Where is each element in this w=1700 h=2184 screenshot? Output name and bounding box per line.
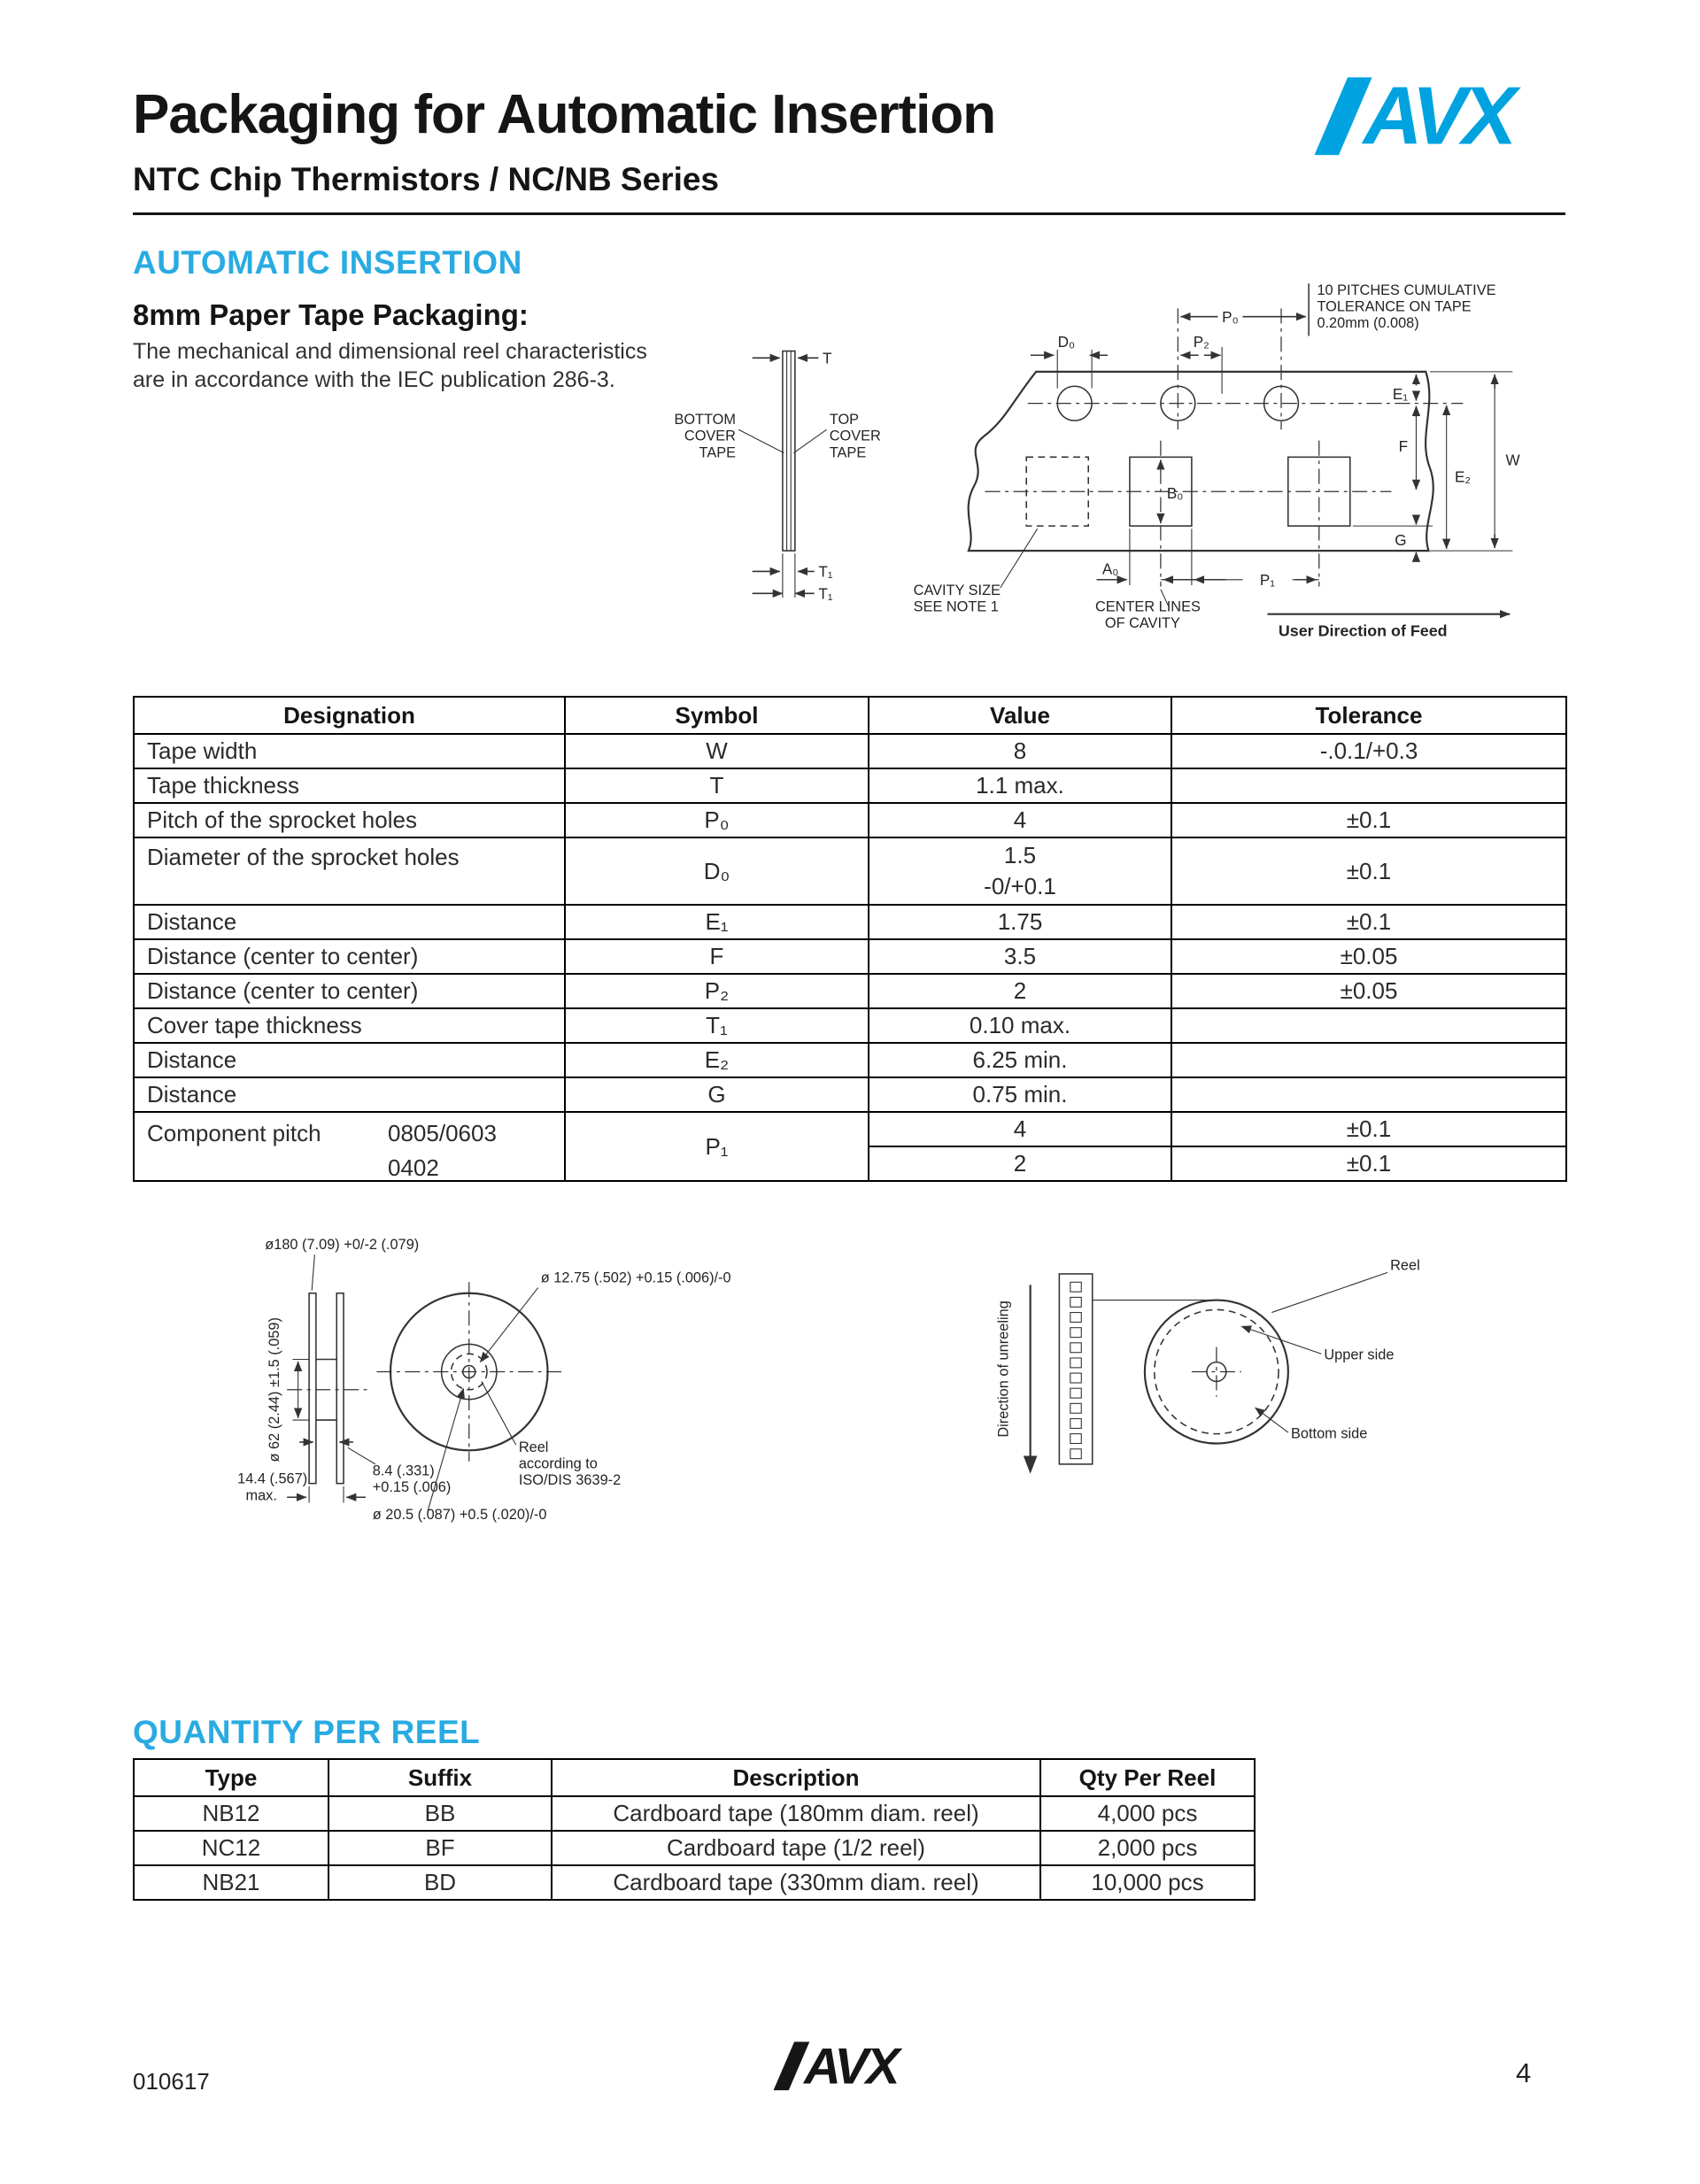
tolerance-cell: -.0.1/+0.3 [1171,734,1566,768]
value-line: -0/+0.1 [984,873,1056,899]
document-number: 010617 [133,2068,210,2095]
footer-avx-logo [772,2040,931,2091]
header-tolerance: Tolerance [1171,697,1566,734]
center-lines-note: CENTER LINES [1095,598,1201,615]
value-cell: 1.75 [869,905,1171,939]
reel-width-label: 14.4 (.567) [237,1470,308,1487]
reel-callout-label: Reel [1390,1257,1420,1274]
table-row [134,939,1566,974]
reel-outer-diameter-label: ø180 (7.09) +0/-2 (.079) [265,1236,420,1253]
bottom-cover-tape-label: TAPE [699,444,736,461]
table-row [134,1077,1566,1112]
bottom-side-label: Bottom side [1291,1425,1368,1442]
symbol-cell: T [565,768,869,803]
symbol-cell: D₀ [565,837,869,905]
reel-diagrams [235,1227,1531,1551]
symbol-cell: P₂ [565,974,869,1008]
avx-logo-text: AVX [1363,73,1513,158]
designation-cell: Diameter of the sprocket holes [134,837,565,905]
tolerance-cell [1171,1077,1566,1112]
type-cell: NB21 [134,1865,328,1900]
reel-standard-label: according to [518,1455,598,1472]
component-pitch-variant: 0402 [388,1154,439,1181]
bottom-cover-tape-label: BOTTOM [674,412,736,428]
value-cell: 4 [869,803,1171,837]
dim-T1-label: T₁ [818,585,833,603]
suffix-cell: BF [328,1831,552,1865]
symbol-cell: E₁ [565,905,869,939]
description-cell: Cardboard tape (330mm diam. reel) [552,1865,1040,1900]
table-row [134,905,1566,939]
tolerance-cell [1171,768,1566,803]
table-row [134,1796,1255,1831]
header-designation: Designation [134,697,565,734]
tolerance-cell: ±0.1 [1171,1112,1566,1146]
bottom-cover-tape-label: COVER [684,428,736,444]
value-cell: 8 [869,734,1171,768]
header-qty-per-reel: Qty Per Reel [1040,1759,1255,1796]
reel-center-hole-label: ø 12.75 (.502) +0.15 (.006)/-0 [540,1269,731,1286]
type-cell: NB12 [134,1796,328,1831]
tape-top-view [914,282,1521,640]
footer-avx-logo-graphic [772,2040,931,2091]
designation-cell: Pitch of the sprocket holes [134,803,565,837]
tolerance-cell: ±0.1 [1171,1146,1566,1181]
designation-cell [134,1112,565,1181]
symbol-cell: F [565,939,869,974]
table-row [134,1831,1255,1865]
dim-G-label: G [1395,531,1407,549]
dimension-table-header-row [134,697,1566,734]
designation-cell: Distance (center to center) [134,939,565,974]
symbol-cell: P₀ [565,803,869,837]
tolerance-cell: ±0.05 [1171,939,1566,974]
dim-T-label: T [823,350,832,367]
reel-hub-width-label: +0.15 (.006) [372,1479,452,1496]
dim-P0-label: P₀ [1222,308,1239,326]
description-cell: Cardboard tape (1/2 reel) [552,1831,1040,1865]
table-row [134,1043,1566,1077]
table-row [134,974,1566,1008]
value-cell: 2 [869,974,1171,1008]
header-rule [133,212,1565,215]
reel-dimension-diagram [237,1237,731,1523]
table-row [134,734,1566,768]
page-number: 4 [1516,2057,1532,2088]
value-cell [869,837,1171,905]
direction-of-unreeling-label: Direction of unreeling [995,1300,1012,1438]
dim-T1-label: T₁ [818,563,833,581]
top-cover-tape-label: TAPE [829,444,867,461]
qty-cell: 2,000 pcs [1040,1831,1255,1865]
quantity-table-header-row [134,1759,1255,1796]
table-row [134,1008,1566,1043]
subheading-8mm-paper-tape: 8mm Paper Tape Packaging: [133,298,529,331]
feed-direction-label: User Direction of Feed [1278,621,1448,640]
section-heading-quantity-per-reel: QUANTITY PER REEL [133,1714,481,1750]
table-row [134,837,1566,905]
reel-hub-width-label: 8.4 (.331) [372,1462,435,1479]
type-cell: NC12 [134,1831,328,1865]
value-cell: 0.10 max. [869,1008,1171,1043]
dim-P1-label: P₁ [1259,572,1276,589]
dim-E2-label: E₂ [1455,468,1472,486]
suffix-cell: BD [328,1865,552,1900]
avx-logo-text: AVX [804,2040,898,2091]
header-value: Value [869,697,1171,734]
designation-cell: Distance [134,905,565,939]
symbol-cell: T₁ [565,1008,869,1043]
description-cell: Cardboard tape (180mm diam. reel) [552,1796,1040,1831]
symbol-cell: G [565,1077,869,1112]
designation-cell: Tape width [134,734,565,768]
cavity-size-note: CAVITY SIZE [913,582,1001,598]
symbol-cell: E₂ [565,1043,869,1077]
top-cover-tape-label: COVER [829,428,881,444]
top-cover-tape-label: TOP [829,412,860,428]
center-lines-note: OF CAVITY [1104,615,1180,632]
designation-cell: Distance [134,1043,565,1077]
reel-standard-label: ISO/DIS 3639-2 [518,1472,622,1489]
tape-cross-section [674,351,881,603]
tolerance-cell [1171,1043,1566,1077]
dim-A0-label: A₀ [1101,560,1119,578]
avx-logo-graphic [1312,73,1567,158]
reel-standard-label: Reel [518,1439,549,1455]
symbol-cell: P₁ [565,1112,869,1181]
header-description: Description [552,1759,1040,1796]
dim-D0-label: D₀ [1057,333,1076,351]
designation-cell: Distance (center to center) [134,974,565,1008]
reel-width-label: max. [245,1487,277,1504]
avx-logo [1312,73,1567,158]
tape-packaging-diagram [620,275,1571,647]
value-cell: 4 [869,1112,1171,1146]
page-title: Packaging for Automatic Insertion [133,84,996,145]
table-row [134,803,1566,837]
pitches-note: 0.20mm (0.008) [1317,315,1419,332]
designation-cell: Tape thickness [134,768,565,803]
table-row [134,768,1566,803]
intro-line: are in accordance with the IEC publication 286-3. [133,367,615,392]
dim-W-label: W [1505,451,1520,469]
intro-line: The mechanical and dimensional reel characteristics [133,339,647,364]
header-symbol: Symbol [565,697,869,734]
suffix-cell: BB [328,1796,552,1831]
page-subtitle: NTC Chip Thermistors / NC/NB Series [133,161,720,197]
dim-E1-label: E₁ [1392,386,1409,403]
pitches-note: TOLERANCE ON TAPE [1317,298,1472,315]
designation-cell: Cover tape thickness [134,1008,565,1043]
value-cell: 1.1 max. [869,768,1171,803]
table-row [134,1865,1255,1900]
section-heading-automatic-insertion: AUTOMATIC INSERTION [133,244,522,281]
value-cell: 6.25 min. [869,1043,1171,1077]
dim-B0-label: B₀ [1166,485,1184,502]
value-cell: 0.75 min. [869,1077,1171,1112]
header-type: Type [134,1759,328,1796]
component-pitch-variant: 0805/0603 [388,1120,497,1146]
intro-paragraph [133,337,647,394]
dimension-table [133,696,1567,1182]
symbol-cell: W [565,734,869,768]
tolerance-cell: ±0.1 [1171,905,1566,939]
value-cell: 2 [869,1146,1171,1181]
component-pitch-label: Component pitch [147,1120,321,1146]
header-suffix: Suffix [328,1759,552,1796]
reel-unreeling-diagram [996,1257,1420,1474]
cavity-size-note: SEE NOTE 1 [913,598,999,615]
designation-cell: Distance [134,1077,565,1112]
qty-cell: 10,000 pcs [1040,1865,1255,1900]
quantity-table [133,1758,1256,1901]
qty-cell: 4,000 pcs [1040,1796,1255,1831]
value-cell: 3.5 [869,939,1171,974]
tolerance-cell: ±0.05 [1171,974,1566,1008]
reel-keyhole-label: ø 20.5 (.087) +0.5 (.020)/-0 [372,1507,547,1524]
table-row [134,1112,1566,1146]
tolerance-cell [1171,1008,1566,1043]
dim-F-label: F [1398,438,1409,456]
dim-P2-label: P₂ [1193,333,1209,351]
upper-side-label: Upper side [1324,1347,1395,1363]
pitches-note: 10 PITCHES CUMULATIVE [1317,282,1496,298]
tolerance-cell: ±0.1 [1171,803,1566,837]
value-line: 1.5 [1003,842,1037,868]
tolerance-cell: ±0.1 [1171,837,1566,905]
reel-hub-diameter-label: ø 62 (2.44) ±1.5 (.059) [266,1317,282,1462]
